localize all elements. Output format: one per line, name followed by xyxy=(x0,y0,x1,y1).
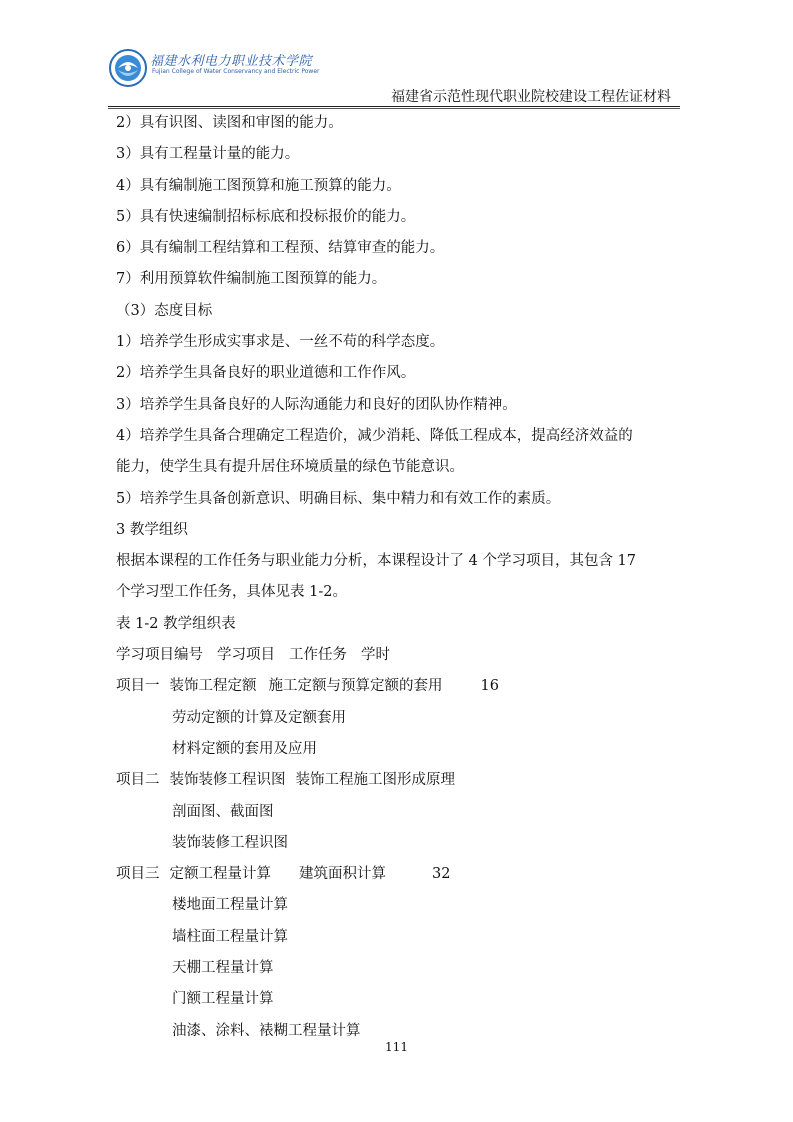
text-line: 2）培养学生具备良好的职业道德和工作作风。 xyxy=(116,365,416,382)
work-task: 油漆、涂料、裱糊工程量计算 xyxy=(172,1022,361,1039)
table-row xyxy=(116,859,691,890)
table-row xyxy=(116,953,691,984)
table-row xyxy=(116,671,691,702)
project-id: 项目一 xyxy=(116,678,160,695)
logo-text: 福建水利电力职业技术学院 xyxy=(150,54,313,69)
college-emblem-icon xyxy=(108,48,148,88)
text-line: 1）培养学生形成实事求是、一丝不苟的科学态度。 xyxy=(116,334,445,351)
table-caption: 表 1-2 教学组织表 xyxy=(116,615,236,632)
work-task: 劳动定额的计算及定额套用 xyxy=(172,709,346,726)
table-row xyxy=(116,797,691,828)
text-line: 3）具有工程量计量的能力。 xyxy=(116,146,300,163)
project-name: 装饰工程定额 xyxy=(169,678,257,695)
text-line: 2）具有识图、读图和审图的能力。 xyxy=(116,115,343,131)
college-logo xyxy=(108,44,320,98)
text-line: 5）具有快速编制招标标底和投标报价的能力。 xyxy=(116,208,416,225)
project-name: 装饰装修工程识图 xyxy=(169,772,286,789)
work-task: 楼地面工程量计算 xyxy=(172,897,288,914)
work-task: 建筑面积计算 xyxy=(299,866,386,883)
work-task: 天棚工程量计算 xyxy=(172,960,274,977)
project-id: 项目三 xyxy=(116,866,160,883)
text-line: 4）培养学生具备合理确定工程造价，减少消耗、降低工程成本，提高经济效益的 xyxy=(116,427,633,444)
header-title: 福建省示范性现代职业院校建设工程佐证材料 xyxy=(391,89,671,105)
work-task: 装饰工程施工图形成原理 xyxy=(295,772,455,789)
text-line: 4）具有编制施工图预算和施工预算的能力。 xyxy=(116,177,401,194)
table-row xyxy=(116,922,691,953)
document-body xyxy=(116,108,691,1047)
table-header-row xyxy=(116,640,691,671)
table-header-cell: 工作任务 xyxy=(289,647,347,664)
table-header-cell: 学习项目 xyxy=(217,647,275,664)
text-line: 3）培养学生具备良好的人际沟通能力和良好的团队协作精神。 xyxy=(116,396,517,413)
logo-subtext: Fujian College of Water Conservancy and Electric Power xyxy=(152,68,320,75)
work-task: 门额工程量计算 xyxy=(172,991,274,1008)
table-row xyxy=(116,984,691,1015)
study-hours: 16 xyxy=(480,678,499,695)
work-task: 剖面图、截面图 xyxy=(172,803,274,820)
work-task: 材料定额的套用及应用 xyxy=(172,740,317,757)
work-task: 施工定额与预算定额的套用 xyxy=(268,678,443,695)
page-number: 111 xyxy=(385,1040,408,1054)
work-task: 装饰装修工程识图 xyxy=(172,834,288,851)
text-line: 个学习型工作任务，具体见表 1-2。 xyxy=(116,584,347,601)
section-heading: 3 教学组织 xyxy=(116,521,188,538)
table-row xyxy=(116,890,691,921)
table-row xyxy=(116,828,691,859)
text-line: 7）利用预算软件编制施工图预算的能力。 xyxy=(116,271,387,288)
study-hours: 32 xyxy=(432,866,451,883)
text-line: 6）具有编制工程结算和工程预、结算审查的能力。 xyxy=(116,240,445,257)
header-divider xyxy=(108,106,680,107)
text-line: 能力，使学生具有提升居住环境质量的绿色节能意识。 xyxy=(116,459,464,476)
table-header-cell: 学时 xyxy=(361,647,390,664)
work-task: 墙柱面工程量计算 xyxy=(172,928,288,945)
table-row xyxy=(116,703,691,734)
text-line: 根据本课程的工作任务与职业能力分析，本课程设计了 4 个学习项目，其包含 17 xyxy=(116,553,637,570)
project-id: 项目二 xyxy=(116,772,160,789)
table-row xyxy=(116,734,691,765)
table-header-cell: 学习项目编号 xyxy=(116,647,203,664)
table-row xyxy=(116,765,691,796)
section-heading: （3）态度目标 xyxy=(116,302,213,319)
project-name: 定额工程量计算 xyxy=(169,866,271,883)
text-line: 5）培养学生具备创新意识、明确目标、集中精力和有效工作的素质。 xyxy=(116,490,561,507)
